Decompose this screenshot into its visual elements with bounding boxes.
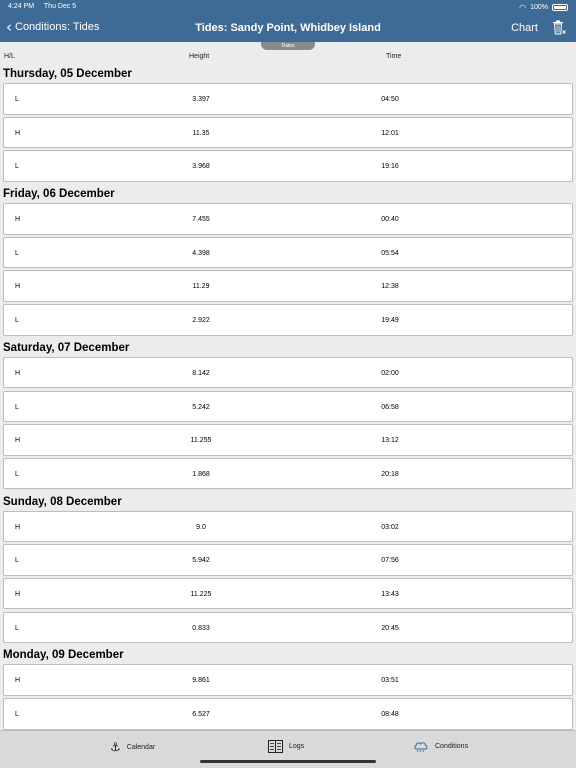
tide-time: 05:54 <box>381 249 399 257</box>
tide-time: 02:00 <box>381 369 399 377</box>
tide-row[interactable] <box>3 424 573 456</box>
tide-row[interactable] <box>3 458 573 490</box>
column-header-height: Height <box>189 53 210 60</box>
column-header-hl: H/L <box>4 53 15 60</box>
tide-height: 6.527 <box>192 711 210 718</box>
column-header-time: Time <box>386 53 402 60</box>
battery-percent: 100% <box>530 4 548 11</box>
tide-row[interactable] <box>3 270 573 302</box>
tide-time: 03:51 <box>381 677 399 685</box>
tab-conditions[interactable] <box>413 740 468 752</box>
tide-height: 11.225 <box>190 590 212 598</box>
tide-type: L <box>15 711 19 718</box>
tide-type: L <box>15 403 19 411</box>
tide-height: 3.397 <box>192 96 210 103</box>
status-date: Thu Dec 5 <box>43 3 77 10</box>
tide-list[interactable] <box>0 64 576 730</box>
tide-time: 00:40 <box>381 216 399 224</box>
back-label: Conditions: Tides <box>15 21 100 33</box>
tide-row[interactable] <box>3 83 573 115</box>
tide-height: 3.968 <box>192 163 210 171</box>
tide-row[interactable] <box>3 612 573 644</box>
tide-type: H <box>15 590 21 598</box>
tide-type: H <box>15 283 21 291</box>
tide-height: 11.35 <box>192 129 210 137</box>
chart-button[interactable]: Chart <box>511 22 538 34</box>
tab-label: Logs <box>289 743 305 750</box>
tide-row[interactable] <box>3 664 573 696</box>
wifi-icon: ◠ <box>519 3 527 12</box>
tide-type: L <box>15 470 19 478</box>
tide-row[interactable] <box>3 511 573 543</box>
tide-time: 13:43 <box>381 590 399 598</box>
tide-height: 2.922 <box>192 317 210 325</box>
tide-type: H <box>15 523 21 531</box>
tab-label: Calendar <box>126 743 156 751</box>
day-header: Sunday, 08 December <box>3 495 122 508</box>
day-header: Thursday, 05 December <box>3 68 132 80</box>
tide-type: H <box>15 129 21 137</box>
cloud-icon <box>413 740 429 752</box>
home-indicator[interactable] <box>200 760 376 763</box>
tide-height: 9.0 <box>196 523 206 531</box>
day-header: Monday, 09 December <box>3 649 124 662</box>
battery-icon <box>552 4 568 11</box>
tide-height: 9.861 <box>192 677 210 685</box>
tide-time: 03:02 <box>381 523 399 531</box>
day-header: Friday, 06 December <box>3 188 115 201</box>
tide-type: L <box>15 96 19 103</box>
tide-height: 1.868 <box>192 470 210 478</box>
tide-time: 08:48 <box>381 711 399 718</box>
tide-time: 20:18 <box>381 470 399 478</box>
tide-type: L <box>15 624 19 632</box>
anchor-icon: ⚓ <box>110 740 121 754</box>
tide-height: 11.29 <box>192 283 210 291</box>
tide-row[interactable] <box>3 203 573 235</box>
tide-type: L <box>15 317 19 325</box>
tide-height: 5.942 <box>192 557 210 565</box>
tide-row[interactable] <box>3 304 573 336</box>
tide-row[interactable] <box>3 578 573 610</box>
tide-height: 8.142 <box>192 369 210 377</box>
logbook-icon <box>268 740 283 753</box>
tide-row[interactable] <box>3 391 573 423</box>
tide-time: 07:56 <box>381 557 399 565</box>
day-header: Saturday, 07 December <box>3 341 130 354</box>
tide-time: 04:50 <box>381 96 399 103</box>
status-bar <box>0 0 576 14</box>
tide-type: H <box>15 369 21 377</box>
tide-time: 20:45 <box>381 624 399 632</box>
status-time: 4:24 PM <box>8 3 35 10</box>
tide-height: 11.255 <box>190 437 212 445</box>
tide-row[interactable] <box>3 544 573 576</box>
tide-time: 12:38 <box>381 283 399 291</box>
tide-row[interactable] <box>3 150 573 182</box>
tide-time: 06:58 <box>381 403 399 411</box>
tide-type: L <box>15 557 19 565</box>
tide-time: 19:16 <box>381 163 399 171</box>
tab-label: Conditions <box>435 742 469 750</box>
tide-time: 13:12 <box>381 437 399 445</box>
trash-icon[interactable] <box>552 20 566 35</box>
navigation-bar <box>0 14 576 42</box>
tide-height: 7.455 <box>192 216 210 224</box>
dates-tab[interactable]: Dates <box>261 42 315 50</box>
chevron-left-icon: ‹ <box>6 18 12 36</box>
tide-row[interactable] <box>3 117 573 149</box>
tide-time: 12:01 <box>381 129 399 137</box>
tide-row[interactable] <box>3 237 573 269</box>
tide-height: 0.833 <box>192 624 210 632</box>
tab-calendar[interactable] <box>110 740 155 754</box>
tide-type: L <box>15 163 19 171</box>
tide-type: H <box>15 216 21 224</box>
tab-logs[interactable] <box>268 740 304 753</box>
tide-time: 19:49 <box>381 317 399 325</box>
tide-type: H <box>15 437 21 445</box>
tide-type: L <box>15 249 19 257</box>
tide-row[interactable] <box>3 698 573 730</box>
tide-height: 5.242 <box>192 403 210 411</box>
tide-row[interactable] <box>3 357 573 389</box>
tide-height: 4.398 <box>192 249 210 257</box>
page-title: Tides: Sandy Point, Whidbey Island <box>195 22 381 34</box>
tide-type: H <box>15 677 21 685</box>
